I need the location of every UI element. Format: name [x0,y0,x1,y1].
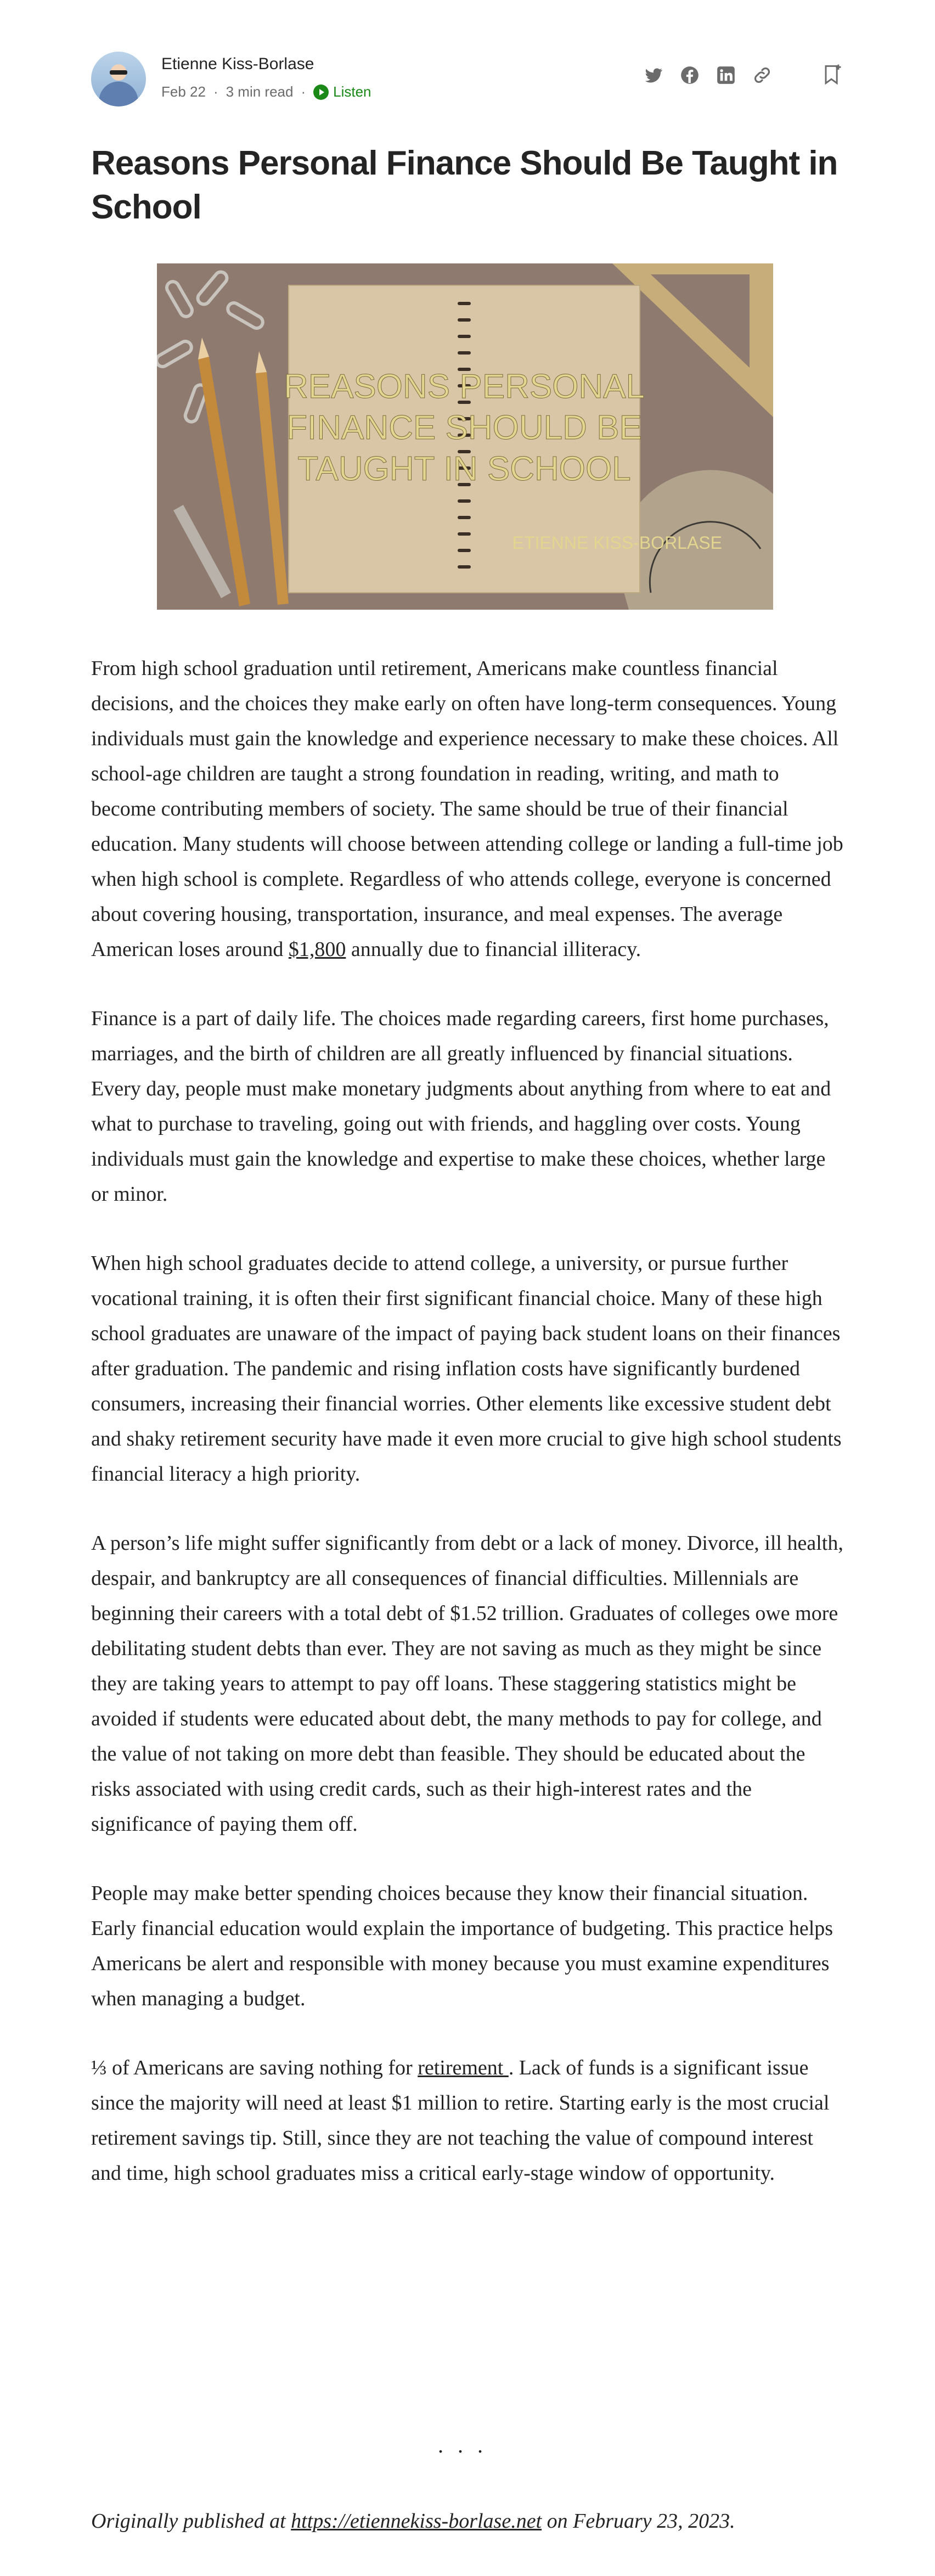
paragraph-2: Finance is a part of daily life. The choices made regarding careers, first home purchases, marriages, and the birth of children are all greatly influenced by financial situations. Every day, people must make monetary judgments about anything from where to eat and what to purchase to traveling, going out with friends, and haggling over costs. Young individuals must gain the knowledge and expertise to make these choices, whether large or minor. [91,1007,831,1206]
paragraph-1 [91,651,844,967]
hero-title-line-3: TAUGHT IN SCHOOL [297,450,631,488]
facebook-icon[interactable] [679,65,700,86]
post-meta [161,83,371,100]
bookmark-icon[interactable] [820,63,844,87]
author-header [91,52,844,106]
listen-label: Listen [333,83,371,100]
footnote-text: Originally published at [91,2510,291,2533]
article-title: Reasons Personal Finance Should Be Taught in School [91,144,838,226]
original-post-link[interactable]: https://etiennekiss-borlase.net [291,2510,542,2533]
read-time: 3 min read [226,83,294,100]
hero-title-line-1: REASONS PERSONAL [283,368,645,406]
meta-dot: · [301,83,306,100]
paragraph-1-text: From high school graduation until retirement, Americans make countless financial decisions, and the choices they make early on often have long-term consequences. Young individuals must gain the knowledge and experience necessary to make these choices. All school-age children are taught a strong foundation in reading, writing, and math to become contributing members of society. The same should be true of their financial education. Many students will choose between attending college or landing a full-time job when high school is complete. Regardless of who attends college, everyone is concerned about covering housing, transportation, insurance, and meal expenses. The average American loses around [91,657,843,961]
paragraph-1-text-end: annually due to financial illiteracy. [346,938,641,961]
paragraph-6 [91,2050,844,2191]
avatar-glasses [110,70,127,75]
link-icon[interactable] [752,65,773,86]
post-date: Feb 22 [161,83,206,100]
listen-button[interactable] [313,83,371,100]
originally-published-note [91,2509,844,2533]
author-avatar[interactable] [91,52,146,106]
twitter-icon[interactable] [643,65,664,86]
author-name[interactable]: Etienne Kiss-Borlase [161,55,314,73]
hero-image [157,263,773,610]
retirement-link[interactable]: retirement [418,2056,509,2079]
play-icon [313,85,329,100]
paragraph-6-text: ⅓ of Americans are saving nothing for [91,2056,418,2079]
meta-dot: · [213,83,218,100]
paragraph-6-text-end: . Lack of funds is a significant issue since the majority will need at least $1 million to retire. Starting early is the most crucial retirement savings tip. Still, since they are not teaching the value of compound interest and time, high school graduates miss a critical early-stage window of opportunity. [91,2056,830,2185]
section-separator: ... [438,2433,497,2457]
paragraph-3: When high school graduates decide to attend college, a university, or pursue further vocational training, it is often their first significant financial choice. Many of these high school graduates are unaware of the impact of paying back student loans on their finances after graduation. The pandemic and rising inflation costs have significantly burdened consumers, increasing their financial worries. Other elements like excessive student debt and shaky retirement security have made it even more crucial to give high school students financial literacy a high priority. [91,1252,842,1486]
hero-byline: ETIENNE KISS-BORLASE [512,533,722,553]
linkedin-icon[interactable] [716,65,736,86]
paragraph-4: A person’s life might suffer significantly from debt or a lack of money. Divorce, ill health, despair, and bankruptcy are all consequences of financial difficulties. Millennials are beginning their careers with a total debt of $1.52 trillion. Graduates of colleges owe more debilitating student debts than ever. They are not saving as much as they might be since they are taking years to attempt to pay off loans. These staggering statistics might be avoided if students were educated about debt, the many methods to pay for college, and the value of not taking on more debt than feasible. They should be educated about the risks associated with using credit cards, such as their high-interest rates and the significance of paying them off. [91,1532,843,1836]
footnote-text-end: on February 23, 2023. [542,2510,735,2533]
paragraph-5: People may make better spending choices because they know their financial situation. Early financial education would explain the importance of budgeting. This practice helps Americans be alert and responsible with money because you must examine expenditures when managing a budget. [91,1882,833,2010]
article-body [91,651,844,2225]
statistic-link[interactable]: $1,800 [288,938,346,961]
share-bar [643,65,773,86]
hero-title-line-2: FINANCE SHOULD BE [286,409,642,447]
